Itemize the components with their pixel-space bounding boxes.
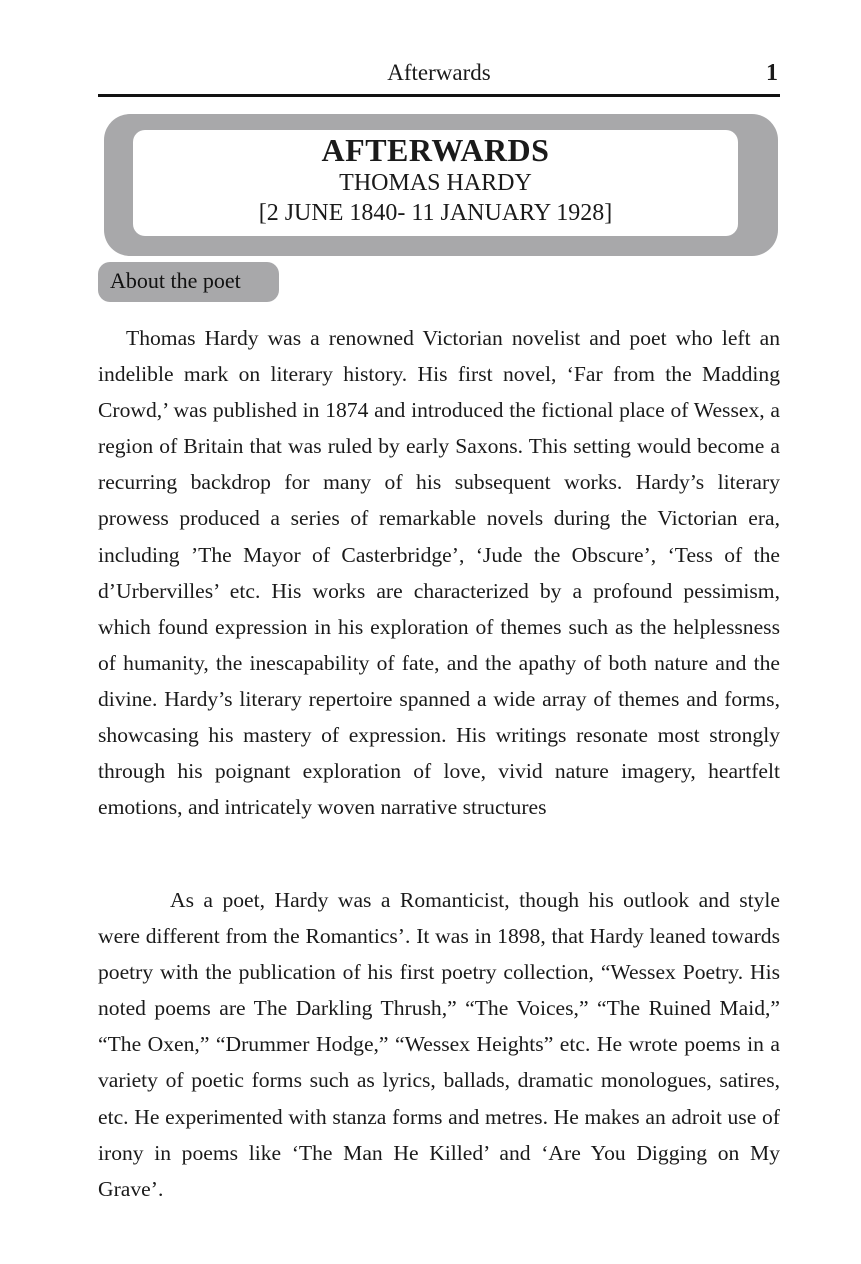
title-box [133, 130, 738, 236]
poem-title: AFTERWARDS [321, 132, 550, 168]
running-title: Afterwards [387, 60, 491, 85]
body-paragraph-1: Thomas Hardy was a renowned Victorian novelist and poet who left an indelible mark on literary history. His first novel, ‘Far from the Madding Crowd,’ was published in 1874 and introduced the fictional place of Wessex, a region of Britain that was ruled by early Saxons. This setting would become a recurring backdrop for many of his subsequent works. Hardy’s literary prowess produced a series of remarkable novels during the Victorian era, including ’The Mayor of Casterbridge’, ‘Jude the Obscure’, ‘Tess of the d’Urbervilles’ etc. His works are characterized by a profound pessimism, which found expression in his exploration of themes such as the helplessness of humanity, the inescapability of fate, and the apathy of both nature and the divine. Hardy’s literary repertoire spanned a wide array of themes and forms, showcasing his mastery of expression. His writings resonate most strongly through his poignant exploration of love, vivid nature imagery, heartfelt emotions, and intricately woven narrative structures [98, 326, 780, 820]
poet-dates: [2 JUNE 1840- 11 JANUARY 1928] [258, 200, 613, 226]
section-heading-about-the-poet: About the poet [98, 262, 279, 302]
body-paragraph-2: As a poet, Hardy was a Romanticist, though his outlook and style were different from the Romantics’. It was in 1898, that Hardy leaned towards poetry with the publication of his first poetry collection, “Wessex Poetry. His noted poems are The Darkling Thrush,” “The Voices,” “The Ruined Maid,” “The Oxen,” “Drummer Hodge,” “Wessex Heights” etc. He wrote poems in a variety of poetic forms such as lyrics, ballads, dramatic monologues, satires, etc. He experimented with stanza forms and metres. He makes an adroit use of irony in poems like ‘The Man He Killed’ and ‘Are You Digging on My Grave’. [98, 888, 780, 1201]
title-frame [104, 114, 778, 256]
running-header [98, 58, 780, 97]
page-number: 1 [766, 60, 778, 86]
poet-name: THOMAS HARDY [339, 170, 532, 196]
